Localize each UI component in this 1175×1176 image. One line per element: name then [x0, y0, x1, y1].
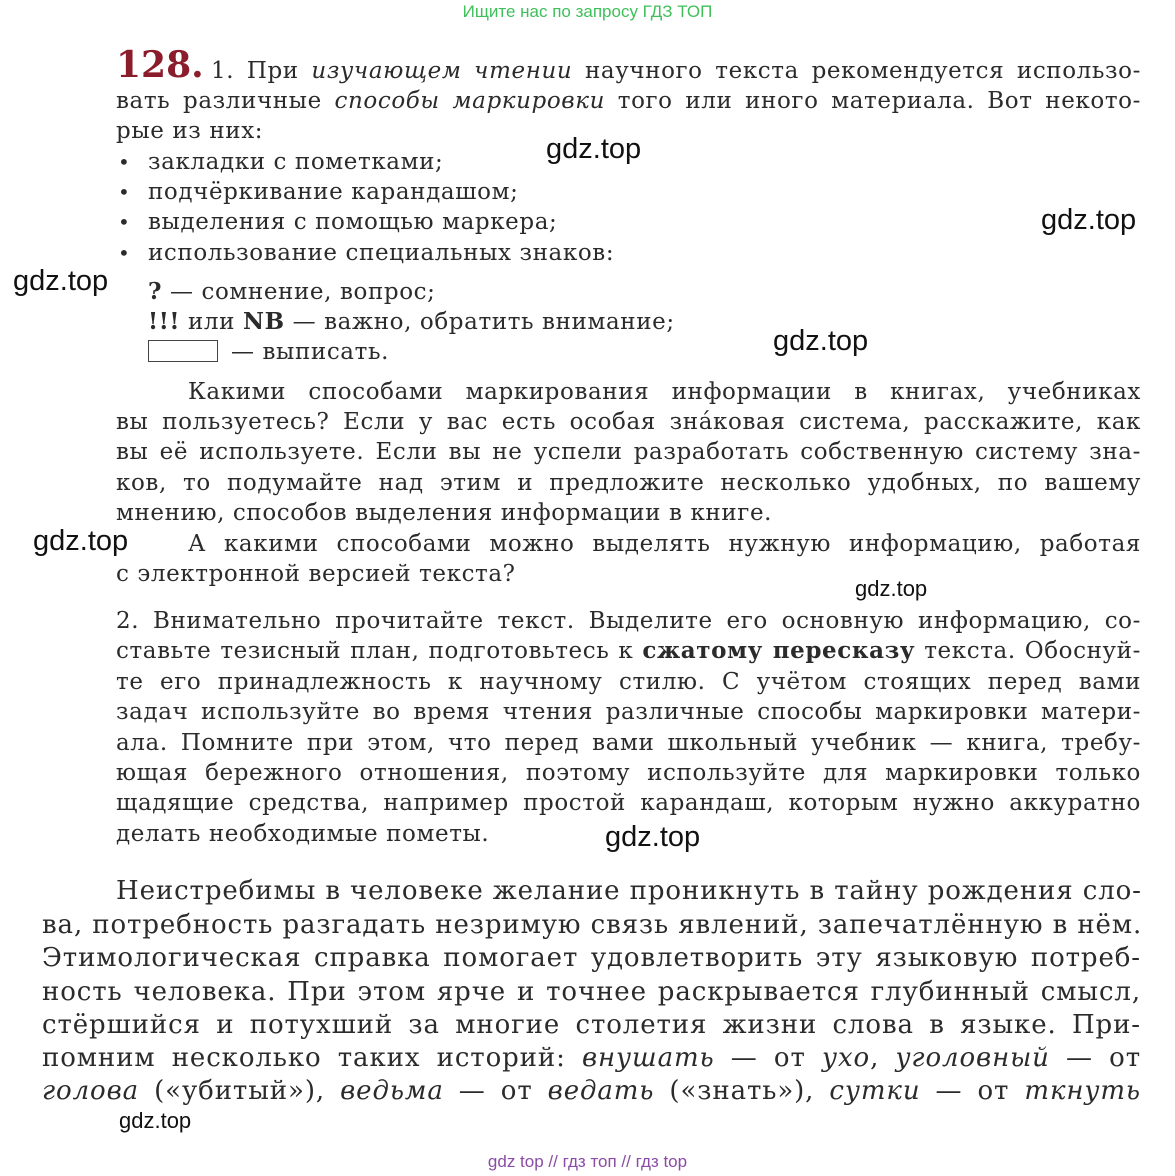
part2-line: ставьте тезисный план, подготовьтесь к сжатому пересказу текста. Обоснуй-	[116, 637, 1141, 664]
text-line: стёршийся и потухший за многие столетия жизни слова в языке. При-	[42, 1010, 1141, 1040]
bullet-item: закладки с пометками;	[148, 149, 444, 175]
sign-write-out: — выписать.	[231, 339, 389, 365]
para1-line: ков, то подумайте над этим и предложите несколько удобных, по вашему	[116, 470, 1141, 496]
text-line: Неистребимы в человеке желание проникнуть в тайну рождения сло-	[116, 876, 1142, 906]
watermark: gdz.top	[1041, 204, 1137, 236]
bullet-glyph: •	[118, 150, 130, 174]
watermark: gdz.top	[855, 576, 928, 601]
watermark: gdz.top	[13, 265, 109, 297]
bullet-item: использование специальных знаков:	[148, 240, 615, 266]
para2-line: с электронной версией текста?	[116, 561, 516, 587]
part1-line-2: вать различные способы маркировки того или иного материала. Вот некото-	[116, 88, 1141, 114]
part2-line: щадящие средства, например простой карандаш, которым нужно аккуратно	[116, 790, 1141, 816]
watermark: gdz.top	[119, 1108, 192, 1133]
part2-line: те его принадлежность к научному стилю. С учётом стоящих перед вами	[116, 669, 1141, 695]
sign-important: !!! или NB — важно, обратить внимание;	[148, 308, 675, 335]
watermark: gdz.top	[33, 525, 129, 557]
text-line: помним несколько таких историй: внушать — от ухо, уголовный — от	[42, 1043, 1141, 1073]
para1-line: Какими способами маркирования информации в книгах, учебниках	[188, 379, 1141, 405]
bullet-item: выделения с помощью маркера;	[148, 209, 558, 235]
watermark: gdz.top	[546, 133, 642, 165]
watermark: gdz.top	[605, 821, 701, 853]
text-line: ва, потребность разгадать незримую связь явлений, запечатлённую в нём.	[42, 910, 1143, 940]
sign-question: ? — сомнение, вопрос;	[148, 278, 436, 305]
part2-line: ющая бережного отношения, поэтому используйте для маркировки только	[116, 760, 1141, 786]
text-line: ность человека. При этом ярче и точнее раскрывается глубинный смысл,	[42, 977, 1141, 1007]
top-banner: Ищите нас по запросу ГДЗ ТОП	[462, 2, 713, 21]
part2-line: задач используйте во время чтения различные способы маркировки матери-	[116, 699, 1141, 725]
bullet-glyph: •	[118, 241, 130, 265]
bullet-glyph: •	[118, 210, 130, 234]
part2-line: делать необходимые пометы.	[116, 821, 490, 847]
bottom-banner: gdz top // гдз топ // гдз top	[487, 1152, 688, 1171]
text-line: голова («убитый»), ведьма — от ведать («знать»), сутки — от ткнуть	[42, 1076, 1141, 1106]
para2-line: А какими способами можно выделять нужную информацию, работая	[188, 531, 1141, 557]
bullet-glyph: •	[118, 180, 130, 204]
exercise-number: 128.	[116, 44, 204, 86]
watermark: gdz.top	[773, 325, 869, 357]
part2-line: ала. Помните при этом, что перед вами школьный учебник — книга, требу-	[116, 730, 1141, 756]
para1-line: вы её используете. Если вы не успели разработать собственную систему зна-	[116, 439, 1141, 465]
bullet-item: подчёркивание карандашом;	[148, 179, 519, 205]
part1-line-3: рые из них:	[116, 118, 264, 144]
part2-line: 2. Внимательно прочитайте текст. Выделите его основную информацию, со-	[116, 608, 1141, 634]
part1-line-1: 1. При изучающем чтении научного текста рекомендуется использо-	[211, 58, 1141, 84]
text-line: Этимологическая справка помогает удовлетворить эту языковую потреб-	[42, 943, 1141, 973]
write-out-box-icon	[148, 340, 218, 362]
para1-line: мнению, способов выделения информации в книге.	[116, 500, 773, 526]
para1-line: вы пользуетесь? Если у вас есть особая зна́ковая система, расскажите, как	[116, 409, 1141, 435]
